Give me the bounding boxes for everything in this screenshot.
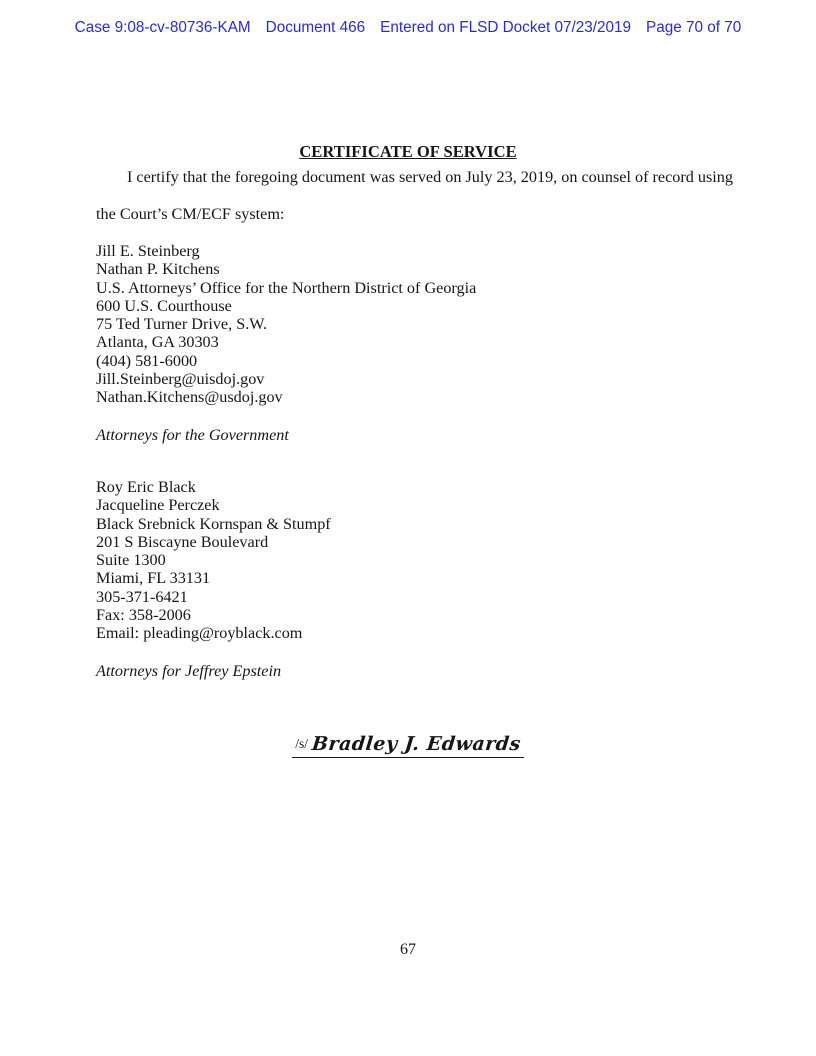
- counsel-name: Roy Eric Black: [96, 478, 196, 496]
- stamp-case-number: Case 9:08-cv-80736-KAM: [74, 19, 251, 36]
- certify-paragraph-line-2: the Court’s CM/ECF system:: [96, 205, 285, 223]
- counsel-address-line: 201 S Biscayne Boulevard: [96, 532, 269, 551]
- stamp-page-count: Page 70 of 70: [646, 19, 742, 36]
- counsel-fax: Fax: 358-2006: [96, 606, 191, 625]
- defense-counsel-role: Attorneys for Jeffrey Epstein: [96, 662, 282, 680]
- defense-counsel-block: [96, 478, 331, 643]
- counsel-email: Jill.Steinberg@uisdoj.gov: [96, 370, 265, 389]
- certify-paragraph-line-1: I certify that the foregoing document was served on July 23, 2019, on counsel of record using: [127, 168, 733, 186]
- counsel-name: Jacqueline Perczek: [96, 496, 220, 515]
- court-stamp-header: [0, 19, 816, 37]
- signature-block: [0, 733, 816, 758]
- counsel-email: Nathan.Kitchens@usdoj.gov: [96, 388, 283, 407]
- counsel-address-line: 75 Ted Turner Drive, S.W.: [96, 315, 268, 334]
- counsel-phone: 305-371-6421: [96, 587, 188, 606]
- counsel-name: Jill E. Steinberg: [96, 242, 200, 260]
- counsel-phone: (404) 581-6000: [96, 351, 198, 370]
- page-number: 67: [400, 941, 416, 958]
- counsel-firm: Black Srebnick Kornspan & Stumpf: [96, 514, 331, 533]
- counsel-office: U.S. Attorneys’ Office for the Northern District of Georgia: [96, 278, 477, 297]
- counsel-address-line: Miami, FL 33131: [96, 569, 211, 588]
- certificate-title: [0, 142, 816, 162]
- counsel-name: Nathan P. Kitchens: [96, 260, 220, 279]
- counsel-address-line: Suite 1300: [96, 551, 166, 570]
- counsel-address-line: 600 U.S. Courthouse: [96, 296, 232, 315]
- counsel-address-line: Atlanta, GA 30303: [96, 333, 219, 352]
- stamp-docket-entry: Entered on FLSD Docket 07/23/2019: [380, 19, 632, 36]
- stamp-document-number: Document 466: [265, 19, 366, 36]
- government-counsel-role: Attorneys for the Government: [96, 426, 289, 444]
- signature-s-prefix: /s/: [295, 736, 308, 751]
- electronic-signature: [292, 733, 524, 758]
- signature-name: Bradley J. Edwards: [310, 733, 522, 755]
- government-counsel-block: [96, 242, 476, 407]
- counsel-email: Email: pleading@royblack.com: [96, 624, 303, 643]
- certificate-title-text: CERTIFICATE OF SERVICE: [299, 142, 517, 161]
